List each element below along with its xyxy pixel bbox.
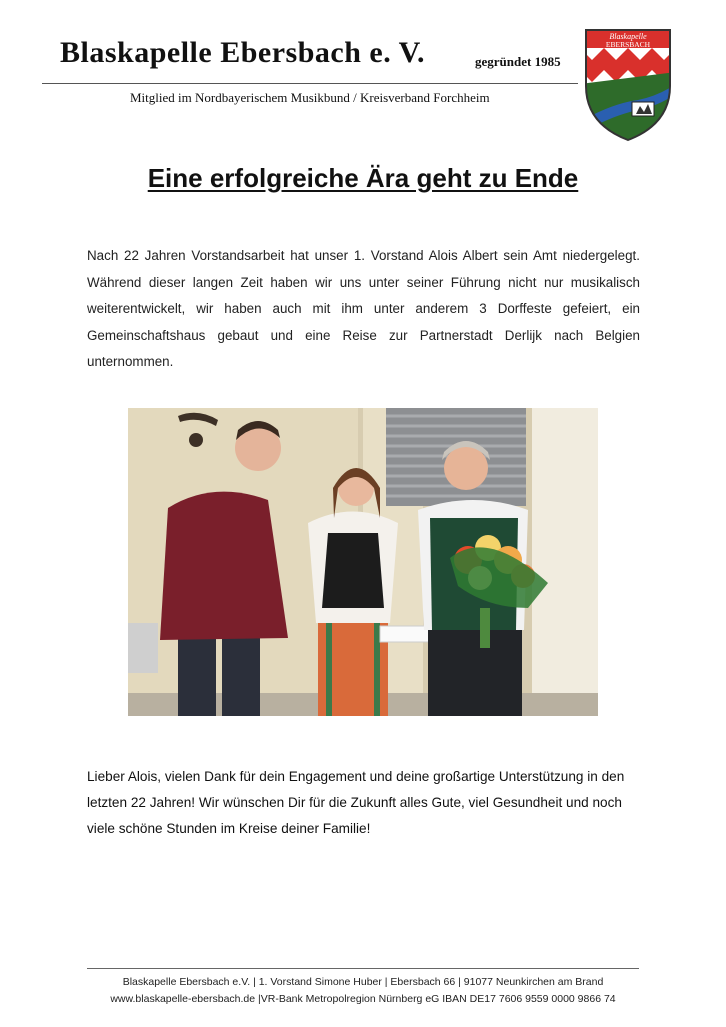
club-title: Blaskapelle Ebersbach e. V. bbox=[60, 36, 425, 69]
footer-bank-line: www.blaskapelle-ebersbach.de |VR-Bank Metropolregion Nürnberg eG IBAN DE17 7606 9559 0000 9866 74 bbox=[110, 993, 616, 1005]
article-paragraph-thanks: Lieber Alois, vielen Dank für dein Engagement und deine großartige Unterstützung in den letzten 22 Jahren! Wir wünschen Dir für die Zukunft alles Gute, viel Gesundheit und noch viele schöne Stunden im Kreise deiner Familie! bbox=[87, 769, 625, 836]
founded-label: gegründet 1985 bbox=[475, 54, 561, 69]
membership-subtitle: Mitglied im Nordbayerischem Musikbund / Kreisverband Forchheim bbox=[130, 90, 490, 105]
logo-text-bottom: EBERSBACH bbox=[605, 40, 651, 49]
club-crest-logo bbox=[580, 24, 676, 144]
logo-text-top: Blaskapelle bbox=[609, 32, 647, 41]
header-divider bbox=[42, 83, 578, 84]
footer-address-line: Blaskapelle Ebersbach e.V. | 1. Vorstand Simone Huber | Ebersbach 66 | 91077 Neunkirchen am Brand bbox=[122, 976, 604, 988]
footer-divider bbox=[87, 968, 639, 969]
article-paragraph-intro: Nach 22 Jahren Vorstandsarbeit hat unser 1. Vorstand Alois Albert sein Amt niedergelegt. Während dieser langen Zeit haben wir uns unter seiner Führung nicht nur musikalisch weiterentwickelt, wir haben auch mit ihm unter anderem 3 Dorffeste gefeiert, ein Gemeinschaftshaus gebaut und eine Reise zur Partnerstadt Derlijk nach Belgien unternommen. bbox=[87, 248, 640, 369]
group-photo bbox=[128, 408, 598, 716]
article-headline: Eine erfolgreiche Ära geht zu Ende bbox=[147, 163, 579, 193]
